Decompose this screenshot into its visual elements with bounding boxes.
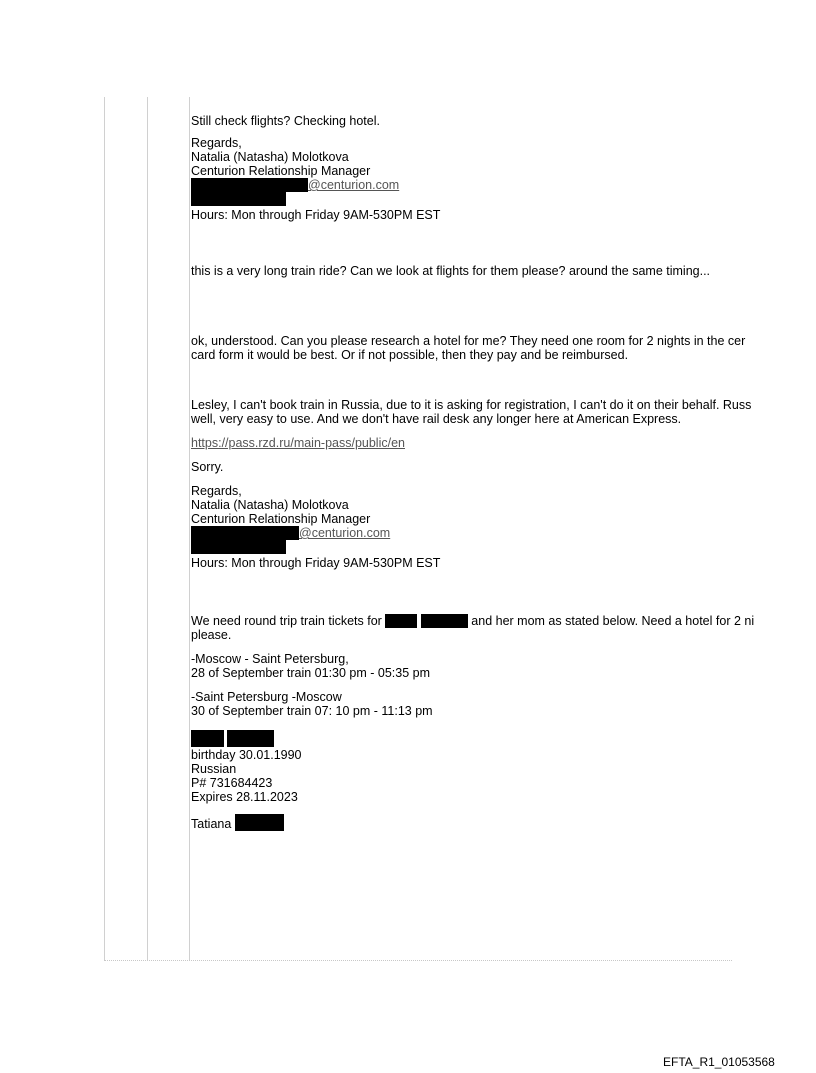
- redaction-box: [421, 614, 468, 628]
- message-body-line: card form it would be best. Or if not possible, then they pay and be reimbursed.: [191, 348, 629, 362]
- message-body: Still check flights? Checking hotel.: [191, 114, 380, 128]
- message-text: and her mom as stated below. Need a hotel for 2 ni: [471, 614, 755, 628]
- route-title: -Moscow - Saint Petersburg,: [191, 652, 349, 666]
- route-detail: 30 of September train 07: 10 pm - 11:13 pm: [191, 704, 433, 718]
- passenger-name-redacted: [191, 730, 816, 748]
- signature-hours: Hours: Mon through Friday 9AM-530PM EST: [191, 556, 441, 570]
- message-text: We need round trip train tickets for: [191, 614, 382, 628]
- email-link[interactable]: @centurion.com: [308, 178, 400, 192]
- signature-regards: Regards,: [191, 136, 242, 150]
- table-border-column-2: [189, 97, 190, 960]
- redaction-box: [191, 540, 286, 554]
- table-border-bottom: [104, 960, 732, 961]
- message-body: this is a very long train ride? Can we look at flights for them please? around the same timing...: [191, 264, 711, 278]
- signature-email-block: [191, 526, 816, 568]
- passport-expiry: Expires 28.11.2023: [191, 790, 298, 804]
- rzd-link[interactable]: https://pass.rzd.ru/main-pass/public/en: [191, 436, 405, 450]
- redaction-box: [227, 730, 274, 747]
- signature-name: Natalia (Natasha) Molotkova: [191, 150, 349, 164]
- signature-email-block: [191, 178, 816, 220]
- signature-title: Centurion Relationship Manager: [191, 512, 371, 526]
- redaction-box: [235, 814, 284, 831]
- redaction-box: [191, 730, 224, 747]
- email-link[interactable]: @centurion.com: [299, 526, 391, 540]
- redaction-box: [385, 614, 417, 628]
- signature-hours: Hours: Mon through Friday 9AM-530PM EST: [191, 208, 441, 222]
- signature-regards: Regards,: [191, 484, 242, 498]
- document-id: EFTA_R1_01053568: [663, 1055, 775, 1069]
- email-thread: [191, 114, 816, 832]
- route-detail: 28 of September train 01:30 pm - 05:35 pm: [191, 666, 431, 680]
- message-body-line: [191, 614, 816, 628]
- passenger-birthday: birthday 30.01.1990: [191, 748, 302, 762]
- message-body-line: please.: [191, 628, 232, 642]
- message-body-line: ok, understood. Can you please research a hotel for me? They need one room for 2 nights in the cer: [191, 334, 746, 348]
- redaction-box: [191, 526, 299, 540]
- redaction-box: [191, 178, 308, 192]
- passenger-passport: P# 731684423: [191, 776, 273, 790]
- passenger-nationality: Russian: [191, 762, 237, 776]
- table-border-column-1: [147, 97, 148, 960]
- route-title: -Saint Petersburg -Moscow: [191, 690, 342, 704]
- message-body: Sorry.: [191, 460, 224, 474]
- second-passenger: [191, 814, 816, 832]
- redaction-box: [191, 192, 286, 206]
- second-passenger-first-name: Tatiana: [191, 817, 232, 831]
- signature-title: Centurion Relationship Manager: [191, 164, 371, 178]
- table-border-left: [104, 97, 105, 960]
- signature-name: Natalia (Natasha) Molotkova: [191, 498, 349, 512]
- message-body-line: Lesley, I can't book train in Russia, due to it is asking for registration, I can't do it on their behalf. Russ: [191, 398, 752, 412]
- message-body-line: well, very easy to use. And we don't have rail desk any longer here at American Express.: [191, 412, 682, 426]
